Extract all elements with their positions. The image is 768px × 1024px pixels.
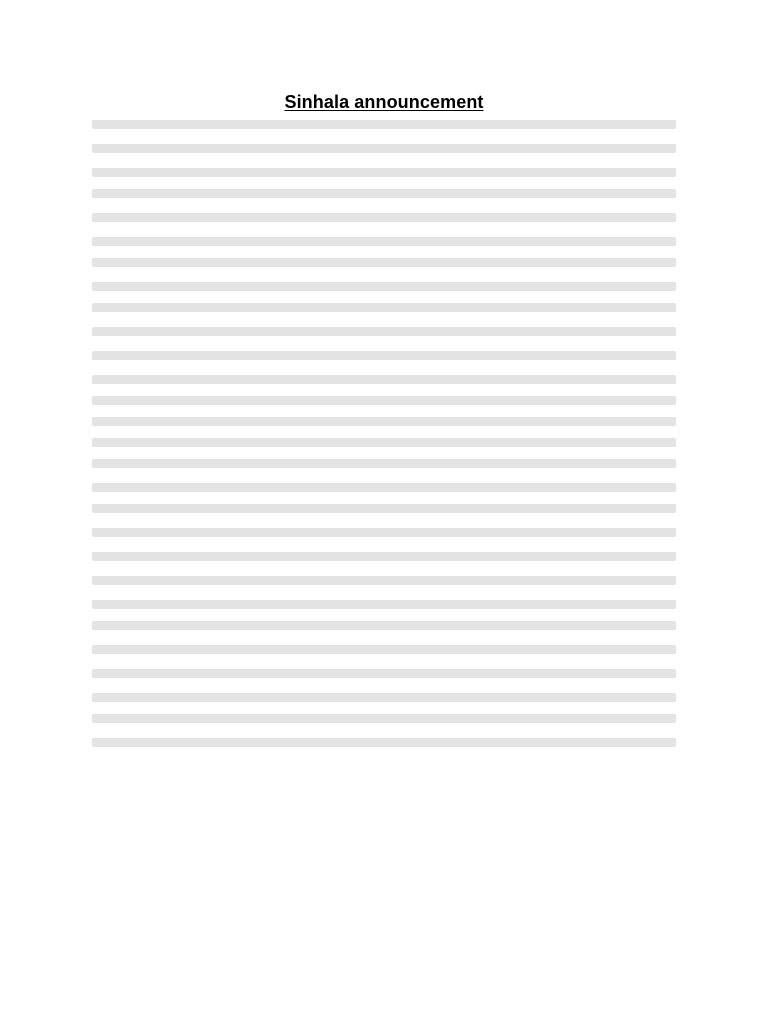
text-line [92, 282, 676, 291]
document-body [92, 120, 676, 759]
text-line [92, 738, 676, 747]
text-line [92, 258, 676, 267]
text-line [92, 351, 676, 360]
paragraph [92, 459, 676, 492]
paragraph [92, 189, 676, 246]
paragraph [92, 438, 676, 447]
text-line [92, 303, 676, 312]
text-line [92, 645, 676, 654]
text-line [92, 459, 676, 468]
text-line [92, 396, 676, 405]
text-line [92, 621, 676, 630]
paragraph [92, 417, 676, 426]
text-line [92, 189, 676, 198]
paragraph [92, 396, 676, 405]
text-line [92, 438, 676, 447]
paragraph [92, 714, 676, 747]
text-line [92, 375, 676, 384]
text-line [92, 168, 676, 177]
text-line [92, 483, 676, 492]
text-line [92, 669, 676, 678]
text-line [92, 552, 676, 561]
paragraph [92, 258, 676, 291]
text-line [92, 504, 676, 513]
paragraph [92, 504, 676, 609]
text-line [92, 120, 676, 129]
text-line [92, 237, 676, 246]
document-title: Sinhala announcement [284, 92, 484, 112]
text-line [92, 417, 676, 426]
text-line [92, 693, 676, 702]
text-line [92, 327, 676, 336]
paragraph [92, 303, 676, 384]
text-line [92, 528, 676, 537]
text-line [92, 714, 676, 723]
text-line [92, 576, 676, 585]
text-line [92, 213, 676, 222]
paragraph [92, 621, 676, 702]
text-line [92, 144, 676, 153]
text-line [92, 600, 676, 609]
paragraph [92, 120, 676, 177]
